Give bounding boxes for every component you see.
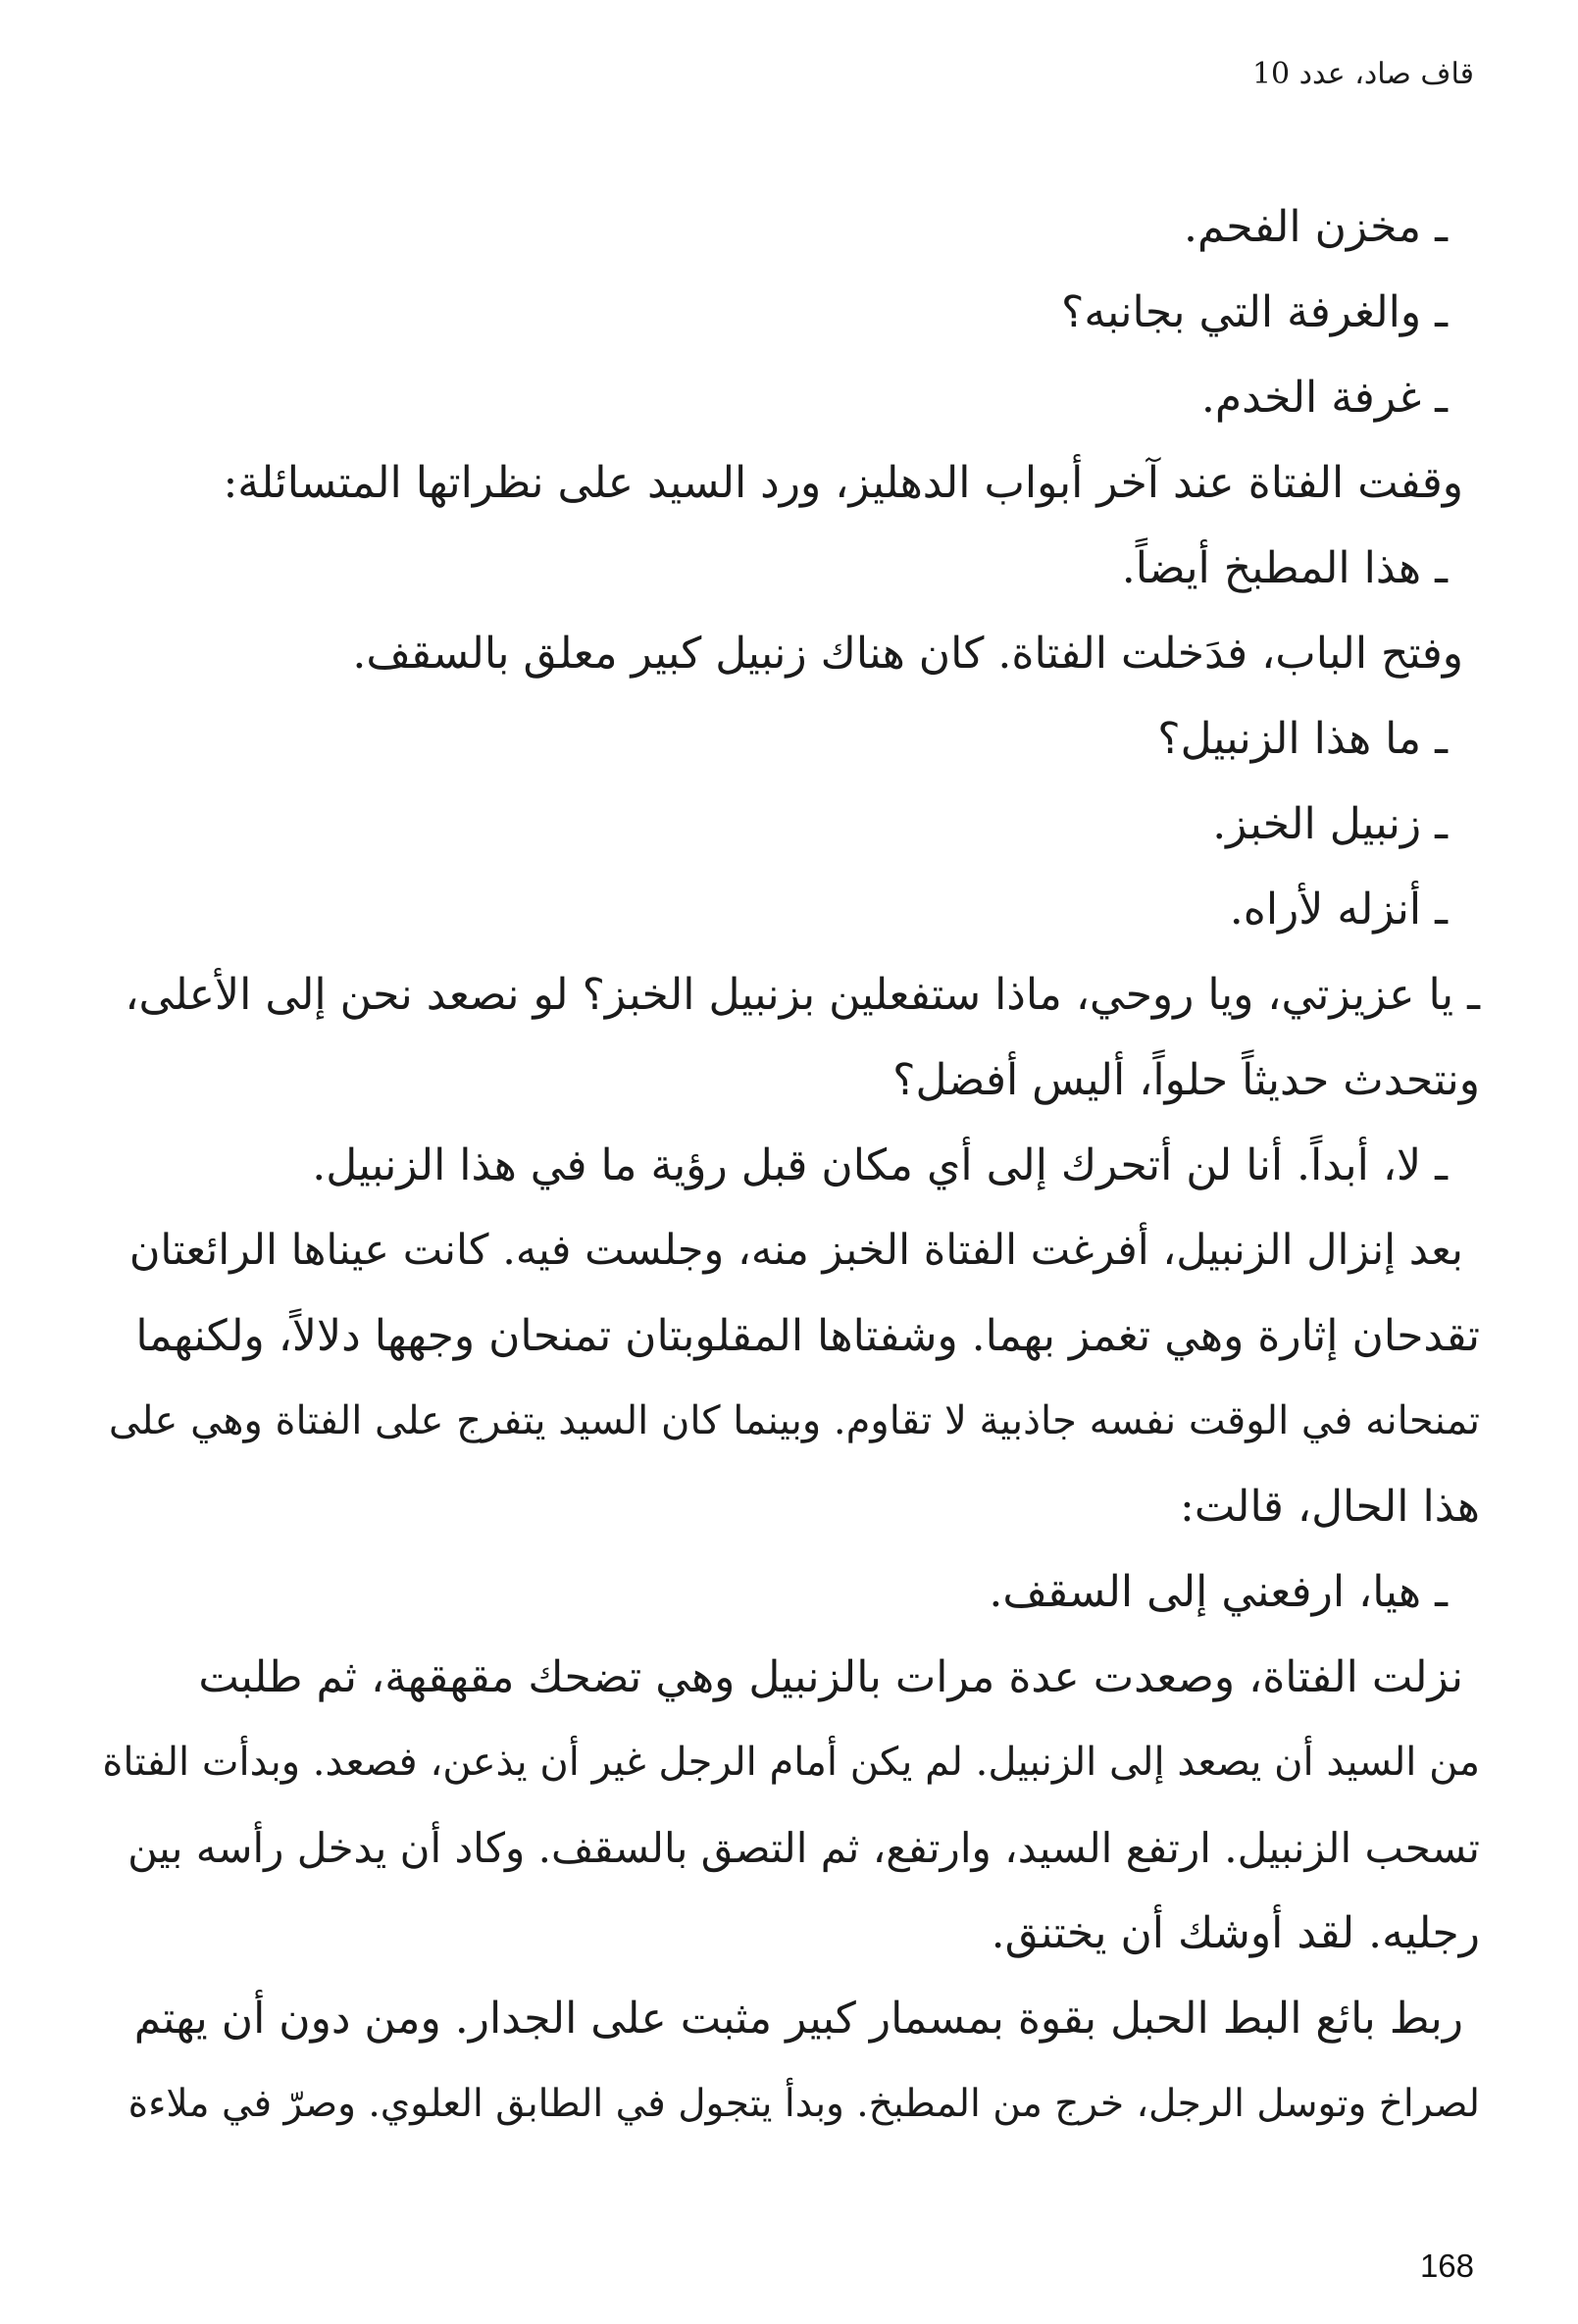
paragraph-line: وفتح الباب، فدَخلت الفتاة. كان هناك زنبيل كبير معلق بالسقف. (352, 629, 1463, 679)
dialogue-line: ـ لا، أبداً. أنا لن أتحرك إلى أي مكان قبل رؤية ما في هذا الزنبيل. (312, 1140, 1448, 1190)
dialogue-line: ـ يا عزيزتي، ويا روحي، ماذا ستفعلين بزنبيل الخبز؟ لو نصعد نحن إلى الأعلى، (125, 970, 1480, 1020)
paragraph-line: نزلت الفتاة، وصعدت عدة مرات بالزنبيل وهي تضحك مقهقهة، ثم طلبت (198, 1652, 1463, 1702)
paragraph-line: وقفت الفتاة عند آخر أبواب الدهليز، ورد السيد على نظراتها المتسائلة: (223, 458, 1463, 508)
dialogue-line: ـ غرفة الخدم. (1200, 373, 1448, 423)
dialogue-line: ـ هذا المطبخ أيضاً. (1121, 543, 1448, 593)
page-body (102, 184, 1480, 2147)
paragraph-line: تمنحانه في الوقت نفسه جاذبية لا تقاوم. وبينما كان السيد يتفرج على الفتاة وهي على (108, 1398, 1480, 1443)
paragraph-line: بعد إنزال الزنبيل، أفرغت الفتاة الخبز منه، وجلست فيه. كانت عيناها الرائعتان (128, 1226, 1463, 1275)
paragraph-line: لصراخ وتوسل الرجل، خرج من المطبخ. وبدأ يتجول في الطابق العلوي. وصرّ في ملاءة (127, 2082, 1480, 2126)
dialogue-line: ـ مخزن الفحم. (1184, 202, 1448, 252)
dialogue-line: ـ أنزله لأراه. (1229, 884, 1448, 935)
paragraph-line: تقدحان إثارة وهي تغمز بهما. وشفتاها المقلوبتان تمنحان وجهها دلالاً، ولكنهما (135, 1311, 1480, 1361)
paragraph-line: تسحب الزنبيل. ارتفع السيد، وارتفع، ثم التصق بالسقف. وكاد أن يدخل رأسه بين (127, 1824, 1480, 1872)
paragraph-line: رجليه. لقد أوشك أن يختنق. (991, 1908, 1480, 1958)
dialogue-line: ـ والغرفة التي بجانبه؟ (1061, 287, 1448, 337)
running-header: قاف صاد، عدد 10 (1251, 57, 1474, 91)
dialogue-line: ـ ما هذا الزنبيل؟ (1157, 714, 1448, 764)
paragraph-line: ربط بائع البط الحبل بقوة بمسمار كبير مثبت على الجدار. ومن دون أن يهتم (133, 1994, 1463, 2044)
page-number: 168 (1419, 2248, 1474, 2284)
paragraph-line: من السيد أن يصعد إلى الزنبيل. لم يكن أمام الرجل غير أن يذعن، فصعد. وبدأت الفتاة (102, 1740, 1480, 1785)
dialogue-line: ـ زنبيل الخبز. (1212, 799, 1448, 849)
dialogue-line: ونتحدث حديثاً حلواً، أليس أفضل؟ (892, 1055, 1480, 1105)
dialogue-line: ـ هيا، ارفعني إلى السقف. (989, 1567, 1448, 1617)
paragraph-line: هذا الحال، قالت: (1180, 1482, 1480, 1532)
